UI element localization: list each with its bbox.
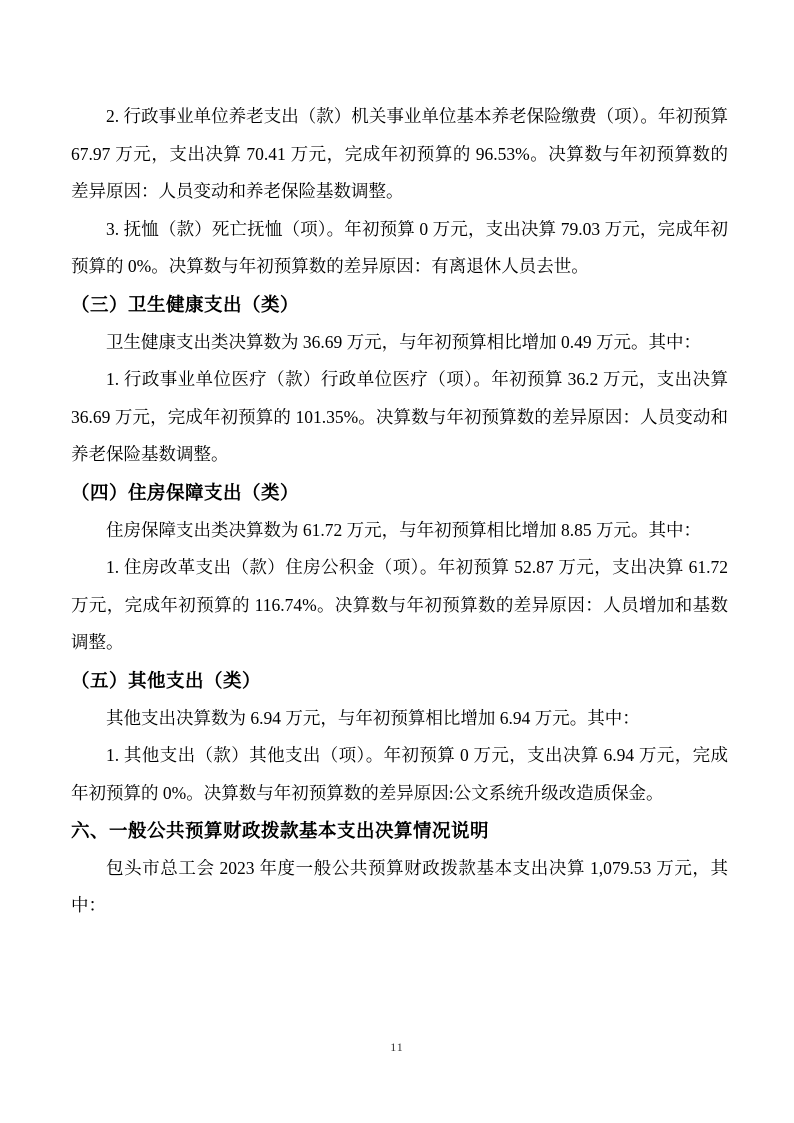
heading-housing-expenditure: （四）住房保障支出（类） <box>71 481 300 503</box>
page-footer <box>0 1038 794 1056</box>
paragraph-health-expenditure-summary: 卫生健康支出类决算数为 36.69 万元，与年初预算相比增加 0.49 万元。其中： <box>106 331 701 352</box>
page-number: 11 <box>390 1040 404 1054</box>
paragraph-basic-expenditure-summary: 包头市总工会 2023 年度一般公共预算财政拨款基本支出决算 1,079.53 万元，其中： <box>71 857 728 916</box>
paragraph-housing-expenditure-summary: 住房保障支出类决算数为 61.72 万元，与年初预算相比增加 8.85 万元。其中： <box>106 519 701 540</box>
heading-health-expenditure: （三）卫生健康支出（类） <box>71 293 300 315</box>
paragraph-other-expenditure-summary: 其他支出决算数为 6.94 万元，与年初预算相比增加 6.94 万元。其中： <box>106 707 640 728</box>
document-content <box>71 98 728 925</box>
heading-other-expenditure: （五）其他支出（类） <box>71 669 262 691</box>
paragraph-pension-insurance-item: 2. 行政事业单位养老支出（款）机关事业单位基本养老保险缴费（项）。年初预算 67.97 万元，支出决算 70.41 万元，完成年初预算的 96.53%。决算数与年初预算数的差异原因：人员变动和养老保险基数调整。 <box>71 106 728 202</box>
paragraph-medical-item: 1. 行政事业单位医疗（款）行政单位医疗（项）。年初预算 36.2 万元，支出决算 36.69 万元，完成年初预算的 101.35%。决算数与年初预算数的差异原因：人员变动和养老保险基数调整。 <box>71 369 728 465</box>
heading-basic-expenditure-chapter: 六、一般公共预算财政拨款基本支出决算情况说明 <box>71 820 490 842</box>
paragraph-other-expenditure-item: 1. 其他支出（款）其他支出（项）。年初预算 0 万元，支出决算 6.94 万元，完成年初预算的 0%。决算数与年初预算数的差异原因:公文系统升级改造质保金。 <box>71 745 728 803</box>
paragraph-death-compensation-item: 3. 抚恤（款）死亡抚恤（项）。年初预算 0 万元，支出决算 79.03 万元，完成年初预算的 0%。决算数与年初预算数的差异原因：有离退休人员去世。 <box>71 218 728 277</box>
paragraph-housing-fund-item: 1. 住房改革支出（款）住房公积金（项）。年初预算 52.87 万元，支出决算 61.72 万元，完成年初预算的 116.74%。决算数与年初预算数的差异原因：人员增加和基数调整。 <box>71 557 728 653</box>
